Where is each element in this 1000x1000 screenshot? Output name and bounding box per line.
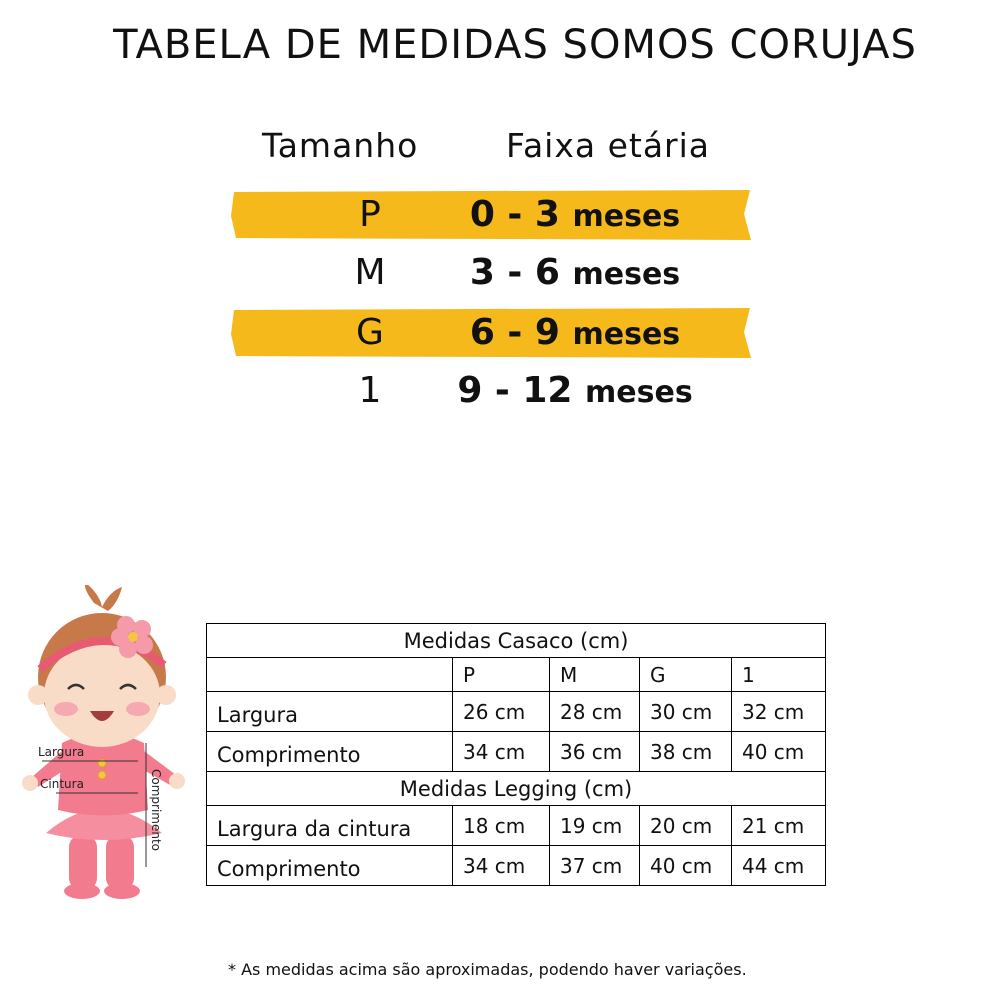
baby-hand-right bbox=[169, 773, 185, 789]
casaco-title: Medidas Casaco (cm) bbox=[207, 624, 826, 658]
column-header: 1 bbox=[732, 658, 826, 692]
baby-foot-right bbox=[104, 883, 140, 899]
table-cell: 21 cm bbox=[732, 806, 826, 846]
button-dot bbox=[98, 759, 106, 767]
table-cell: 37 cm bbox=[550, 846, 640, 886]
size-label: 1 bbox=[358, 370, 382, 411]
baby-cheek-left bbox=[54, 702, 78, 716]
table-cell: 38 cm bbox=[640, 732, 732, 772]
button-dot bbox=[98, 771, 106, 779]
column-header: P bbox=[453, 658, 550, 692]
table-cell: 18 cm bbox=[453, 806, 550, 846]
age-header-age: Faixa etária bbox=[506, 126, 711, 165]
age-row bbox=[230, 246, 752, 300]
table-row bbox=[207, 732, 826, 772]
footnote: * As medidas acima são aproximadas, podendo haver variações. bbox=[228, 960, 747, 979]
baby-face bbox=[44, 643, 160, 747]
age-row bbox=[230, 306, 752, 360]
table-cell: 32 cm bbox=[732, 692, 826, 732]
baby-cheek-right bbox=[126, 702, 150, 716]
table-cell: 40 cm bbox=[732, 732, 826, 772]
table-cell: 20 cm bbox=[640, 806, 732, 846]
age-header-size: Tamanho bbox=[262, 126, 419, 165]
table-cell: 36 cm bbox=[550, 732, 640, 772]
length-label: Comprimento bbox=[149, 769, 163, 852]
baby-illustration bbox=[14, 585, 194, 905]
size-label: P bbox=[359, 194, 381, 235]
row-label: Largura da cintura bbox=[207, 806, 453, 846]
table-row bbox=[207, 806, 826, 846]
table-cell: 26 cm bbox=[453, 692, 550, 732]
measures-table bbox=[206, 623, 826, 886]
table-cell: 34 cm bbox=[453, 846, 550, 886]
table-row bbox=[207, 772, 826, 806]
table-row bbox=[207, 624, 826, 658]
table-row bbox=[207, 692, 826, 732]
baby-ear-left bbox=[28, 685, 48, 705]
table-cell: 44 cm bbox=[732, 846, 826, 886]
baby-ear-right bbox=[156, 685, 176, 705]
table-row bbox=[207, 846, 826, 886]
baby-hand-left bbox=[22, 775, 38, 791]
table-cell: 34 cm bbox=[453, 732, 550, 772]
column-header: M bbox=[550, 658, 640, 692]
age-range: 9 - 12 meses bbox=[457, 370, 693, 411]
width-label: Largura bbox=[38, 745, 85, 759]
age-range: 3 - 6 meses bbox=[469, 252, 681, 293]
row-label: Comprimento bbox=[207, 732, 453, 772]
age-row bbox=[230, 364, 752, 418]
baby-hair-tuft bbox=[85, 585, 122, 611]
table-cell: 19 cm bbox=[550, 806, 640, 846]
table-row bbox=[207, 658, 826, 692]
legging-title: Medidas Legging (cm) bbox=[207, 772, 826, 806]
row-label: Comprimento bbox=[207, 846, 453, 886]
table-cell bbox=[207, 658, 453, 692]
baby-leg-left bbox=[69, 835, 97, 890]
table-cell: 28 cm bbox=[550, 692, 640, 732]
age-range: 6 - 9 meses bbox=[469, 312, 681, 353]
row-label: Largura bbox=[207, 692, 453, 732]
size-label: M bbox=[354, 252, 386, 293]
column-header: G bbox=[640, 658, 732, 692]
table-cell: 40 cm bbox=[640, 846, 732, 886]
size-label: G bbox=[356, 312, 384, 353]
page-title: TABELA DE MEDIDAS SOMOS CORUJAS bbox=[113, 22, 917, 68]
age-range: 0 - 3 meses bbox=[469, 194, 681, 235]
baby-leg-right bbox=[106, 835, 134, 890]
age-row bbox=[230, 188, 752, 242]
table-cell: 30 cm bbox=[640, 692, 732, 732]
waist-label: Cintura bbox=[40, 777, 84, 791]
baby-foot-left bbox=[64, 883, 100, 899]
